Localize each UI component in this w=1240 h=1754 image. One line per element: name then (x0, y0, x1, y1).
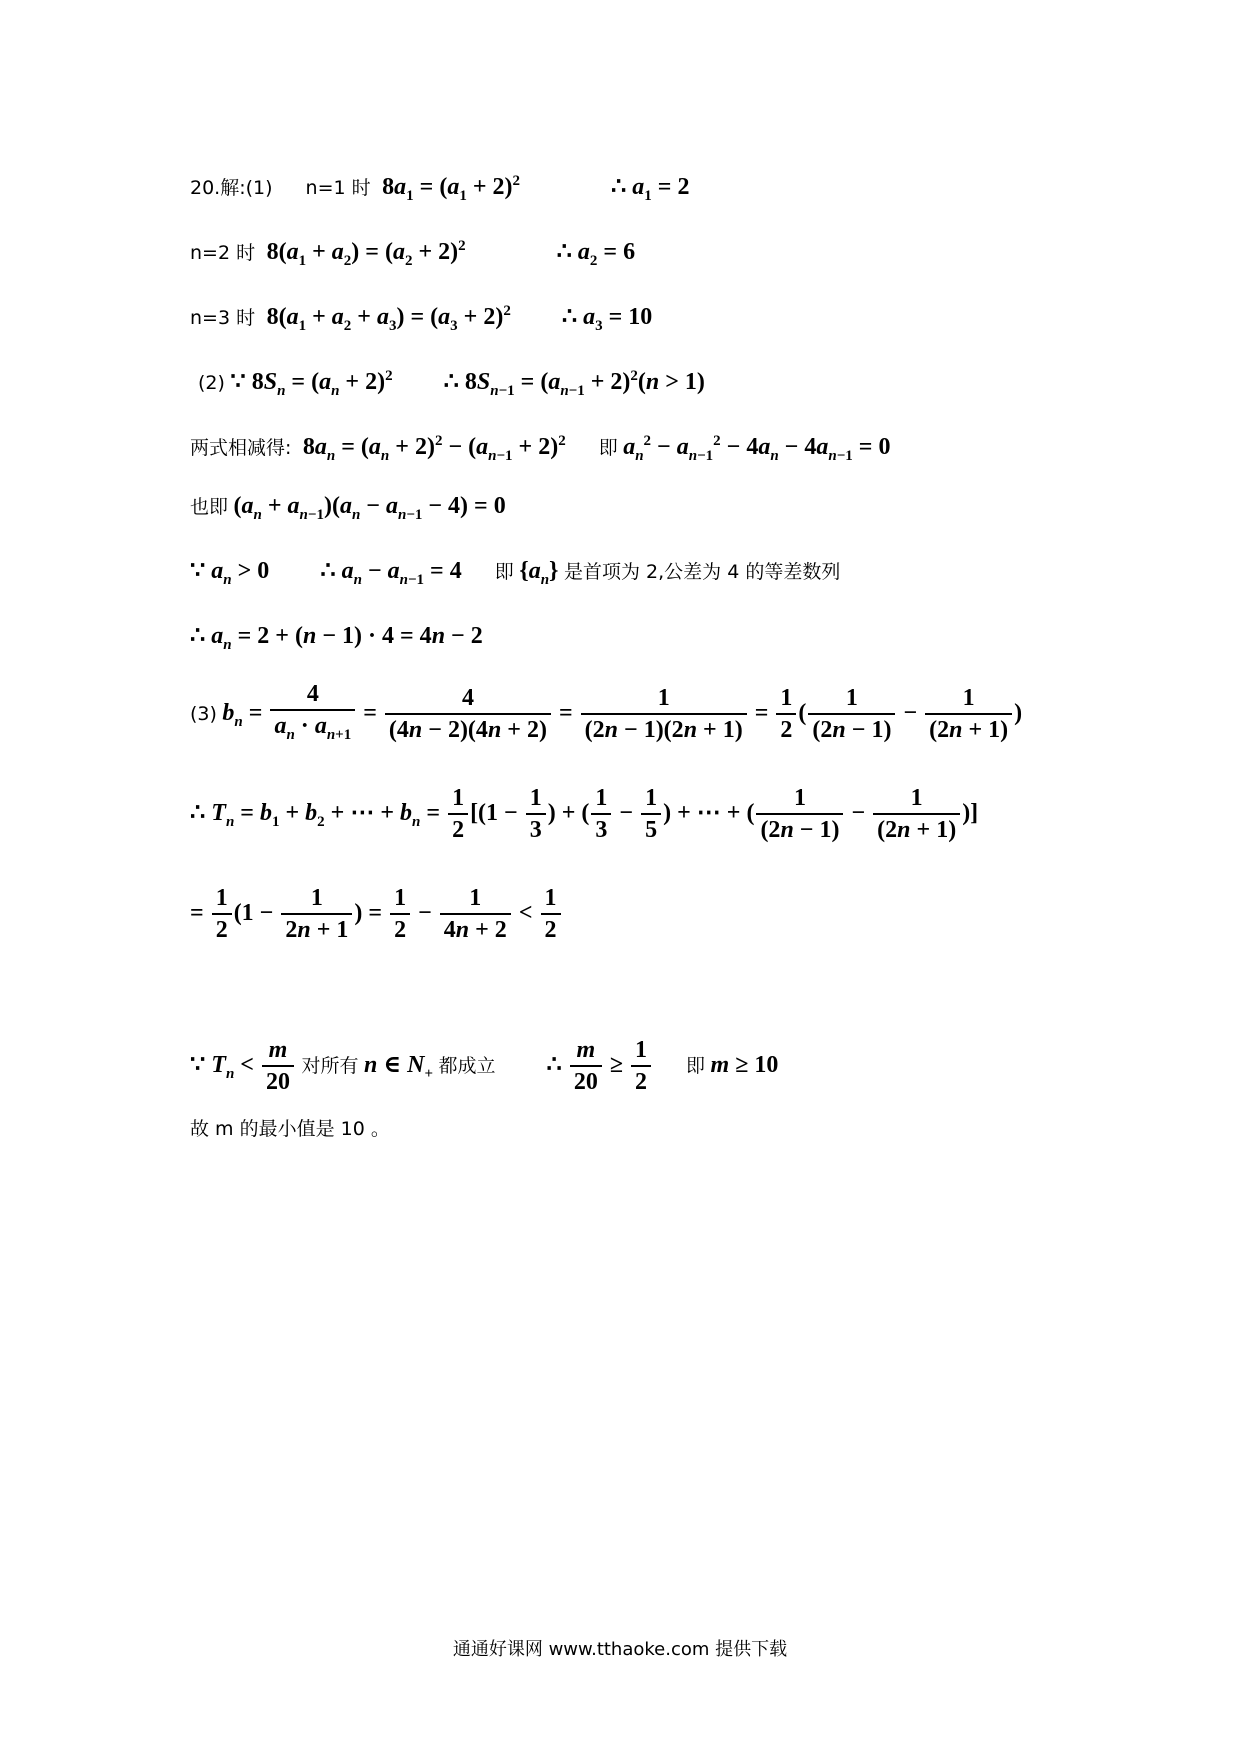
equation-tn-result: = $\frac{1}{2}$ (1 − $\frac{1}{2n + 1}$ ) = $\frac{1}{2}$ − $\frac{1}{4n + 2}$ < $\frac{1}{2}$ (190, 900, 563, 926)
sequence-an: $\{a_n\}$ (519, 558, 559, 588)
fraction: $\frac{m}{20}$ (570, 1035, 602, 1097)
fraction: $\frac{m}{20}$ (262, 1035, 294, 1097)
solution-line-1 (190, 163, 689, 214)
problem-label: 20.解:(1) (190, 177, 273, 199)
fraction: $\frac{1}{2}$ (631, 1035, 651, 1097)
n-in-naturals: n ∈ $N_+$ (364, 1052, 434, 1082)
equation-factored: $(a_n + a_{n-1})(a_n - a_{n-1} - 4) = 0$ (233, 493, 506, 523)
arithmetic-sequence-text: 是首项为 2,公差为 4 的等差数列 (564, 561, 841, 583)
ji-label: 即 (494, 561, 514, 583)
solution-line-8 (190, 618, 483, 663)
fraction: $\frac{1}{4n + 2}$ (440, 883, 511, 945)
solution-line-2 (190, 228, 635, 279)
solution-line-3 (190, 293, 652, 344)
fraction: $\frac{1}{2n + 1}$ (281, 883, 352, 945)
equation-common-difference: ∴ $a_n - a_{n-1} = 4$ (320, 558, 462, 588)
result-a1: ∴ $a_1 = 2$ (610, 174, 690, 204)
ji-label: 即 (686, 1055, 706, 1077)
solution-line-11 (190, 878, 563, 948)
condition-positive: ∵ $a_n > 0$ (190, 558, 270, 588)
solution-line-12 (190, 1030, 778, 1109)
equation-sn-minus-1: ∴ $8S_{n-1} = (a_{n-1} + 2)^2(n > 1)$ (443, 368, 705, 399)
fraction: $\frac{4}{a_n \cdot a_{n+1}}$ (270, 679, 355, 750)
fraction: $\frac{1}{(2n - 1)(2n + 1)}$ (581, 683, 747, 745)
solution-line-13 (190, 1110, 390, 1147)
yeji-label: 也即 (190, 496, 229, 518)
fraction: $\frac{1}{2}$ (776, 683, 796, 745)
solution-line-10 (190, 778, 978, 857)
fraction: $\frac{4}{(4n - 2)(4n + 2)}$ (385, 683, 551, 745)
equation-n2: $8(a_1 + a_2) = (a_2 + 2)^2$ (260, 238, 466, 269)
for-all-text: 对所有 (301, 1055, 359, 1077)
result-a2: ∴ $a_2 = 6$ (556, 239, 636, 269)
equation-n3: $8(a_1 + a_2 + a_3) = (a_3 + 2)^2$ (260, 303, 511, 334)
case-n1-label: n=1 时 (305, 177, 371, 199)
fraction: $\frac{1}{2}$ (541, 883, 561, 945)
fraction: $\frac{1}{3}$ (591, 783, 611, 845)
case-n2-label: n=2 时 (190, 242, 256, 264)
part3-label: (3) (190, 703, 217, 725)
fraction: $\frac{1}{5}$ (641, 783, 661, 845)
subtract-label: 两式相减得: (190, 437, 292, 459)
conclusion-text: 故 m 的最小值是 10 。 (190, 1118, 390, 1140)
part2-label: (2) (198, 372, 225, 394)
result-m: m ≥ 10 (710, 1052, 779, 1078)
equation-bn: $b_n$ = $\frac{4}{a_n \cdot a_{n+1}}$ = $\frac{4}{(4n - 2)(4n + 2)}$ = $\frac{1}{(2n - 1)(2n + 1)}$ = $\frac{1}{2}$ ( $\frac{1}{(2n - 1)}$ − $\frac{1}{(2n + 1)}$ ) (222, 700, 1022, 726)
fraction: $\frac{1}{(2n + 1)}$ (873, 783, 960, 845)
equation-expanded: $a_n^2 - a_{n-1}^2 - 4a_n - 4a_{n-1} = 0$ (623, 433, 891, 464)
general-term-formula: ∴ $a_n = 2 + (n - 1) \cdot 4 = 4n - 2$ (190, 623, 483, 653)
inequality-tn: ∵ $T_n$ < $\frac{m}{20}$ (190, 1052, 296, 1078)
holds-text: 都成立 (438, 1055, 496, 1077)
fraction: $\frac{1}{2}$ (448, 783, 468, 845)
fraction: $\frac{1}{(2n - 1)}$ (808, 683, 895, 745)
fraction: $\frac{1}{2}$ (212, 883, 232, 945)
fraction: $\frac{1}{3}$ (526, 783, 546, 845)
page-footer (0, 1635, 1240, 1661)
fraction: $\frac{1}{(2n - 1)}$ (756, 783, 843, 845)
solution-line-9 (190, 678, 1022, 757)
footer-text: 通通好课网 www.tthaoke.com 提供下载 (452, 1639, 788, 1660)
inequality-m: ∴ $\frac{m}{20}$ ≥ $\frac{1}{2}$ (547, 1052, 653, 1078)
equation-n1: $8a_1 = (a_1 + 2)^2$ (376, 173, 520, 204)
solution-line-4 (198, 358, 705, 409)
result-a3: ∴ $a_3 = 10$ (561, 304, 653, 334)
solution-line-6 (190, 488, 506, 533)
equation-tn-sum: ∴ $T_n = b_1 + b_2$ + ⋯ + $b_n$ = $\frac{1}{2}$ [(1 − $\frac{1}{3}$ ) + ( $\frac{1}{3}$ − $\frac{1}{5}$ ) + ⋯ + ( $\frac{1}{(2n - 1)}$ − $\frac{1}{(2n + 1)}$ )] (190, 785, 979, 844)
case-n3-label: n=3 时 (190, 307, 256, 329)
fraction: $\frac{1}{(2n + 1)}$ (925, 683, 1012, 745)
equation-sn: ∵ $8S_n = (a_n + 2)^2$ (230, 368, 393, 399)
equation-difference: $8a_n = (a_n + 2)^2 - (a_{n-1} + 2)^2$ (296, 433, 566, 464)
solution-line-5 (190, 423, 890, 474)
ji-label: 即 (598, 437, 618, 459)
fraction: $\frac{1}{2}$ (390, 883, 410, 945)
solution-line-7 (190, 553, 840, 598)
